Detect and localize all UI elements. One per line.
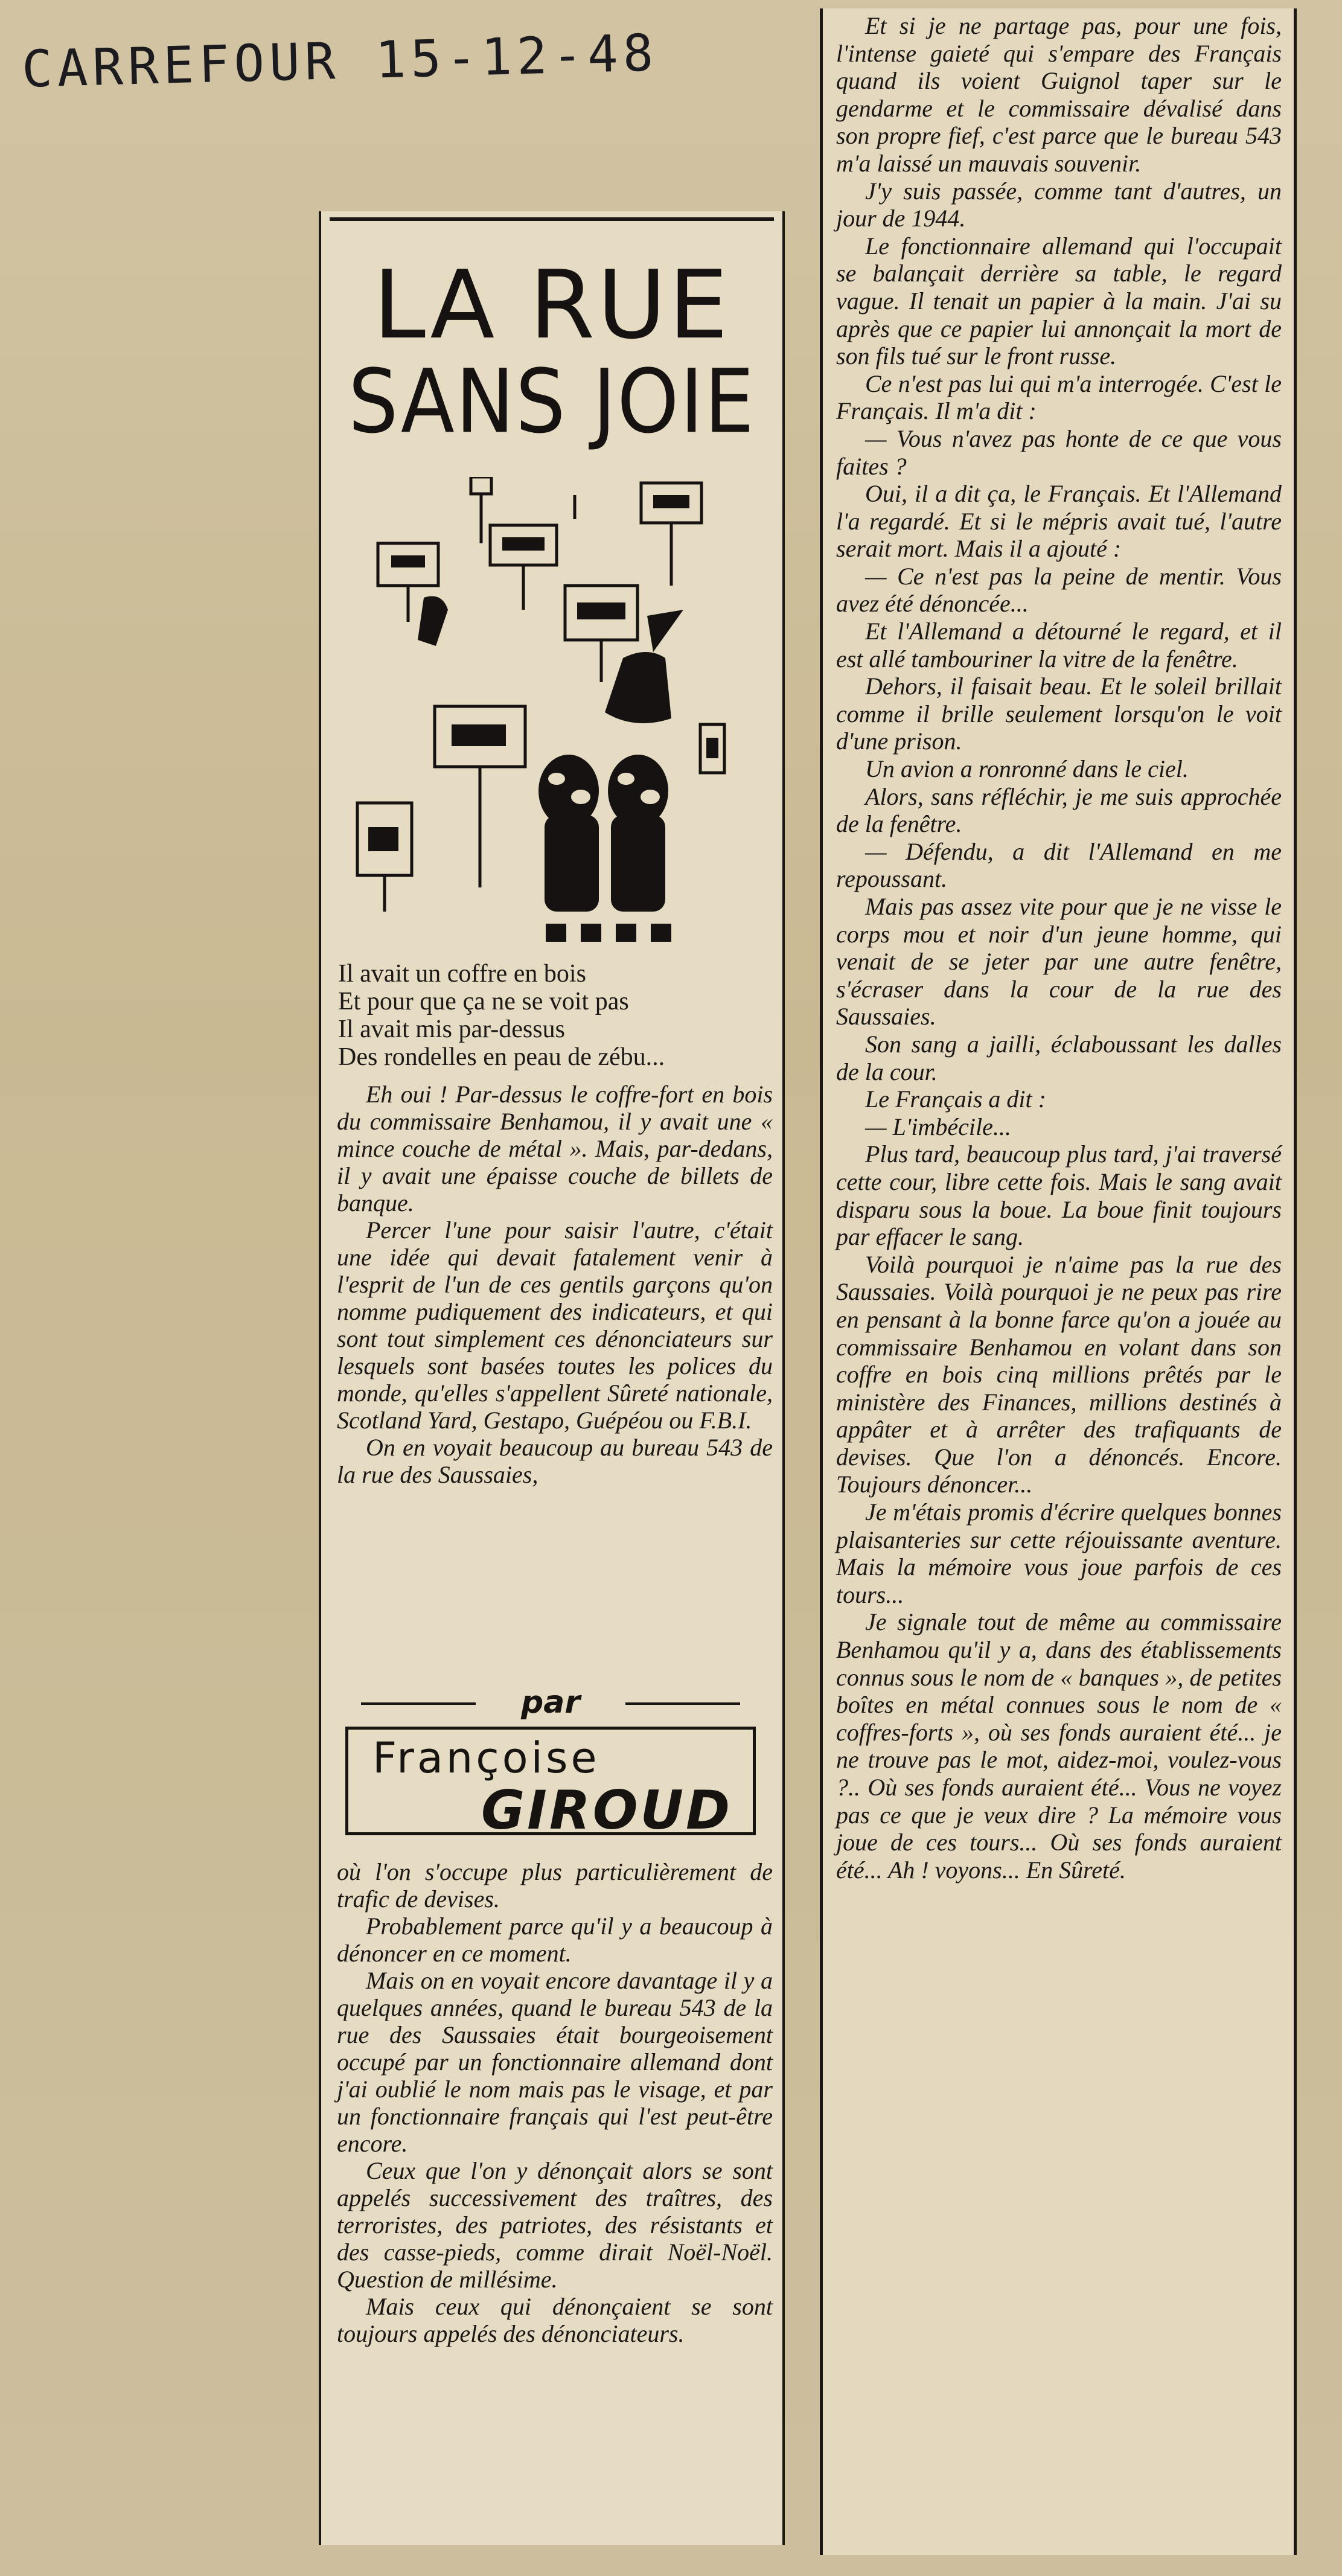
handwritten-date-note: CARREFOUR 15-12-48 [21,23,659,99]
left-clipping [319,211,785,2545]
paragraph: — Vous n'avez pas honte de ce que vous faites ? [836,424,1282,480]
paragraph: — Ce n'est pas la peine de mentir. Vous avez été dénoncée... [836,562,1282,618]
paragraph: Eh oui ! Par-dessus le coffre-fort en bois du commissaire Benhamou, il y avait une « mince couche de métal ». Mais, par-dedans, il y avait une épaisse couche de billets de banque. [337,1081,773,1216]
verse-line: Et pour que ça ne se voit pas [338,988,629,1015]
article-column-left-bottom [337,1858,773,2347]
author-last-name: GIROUD [481,1779,732,1841]
verse [338,960,773,1071]
paragraph: Mais pas assez vite pour que je ne visse le corps mou et noir d'un jeune homme, qui venait de se jeter par une autre fenêtre, s'écraser dans la cour de la rue des Saussaies. [836,893,1282,1031]
paragraph: où l'on s'occupe plus particulièrement de trafic de devises. [337,1858,773,1913]
paragraph: Dehors, il faisait beau. Et le soleil brillait comme il brille seulement lorsqu'on le voit d'une prison. [836,673,1282,755]
headline [321,250,782,453]
right-clipping [820,8,1297,2555]
paragraph: Je signale tout de même au commissaire Benhamou qu'il y a, dans des établissements connus sous le nom de « banques », de petites boîtes en métal connues sous le nom de « coffres-forts », où ses fonds auraient été... je ne trouve pas le mot, aidez-moi, voulez-vous ?.. Où ses fonds auraient été... Vous ne voyez pas ce que je veux dire ? La mémoire vous joue de ces tours... Où ses fonds auraient été... Ah ! voyons... En Sûreté. [836,1608,1282,1884]
verse-line: Des rondelles en peau de zébu... [338,1043,665,1071]
paragraph: Le fonctionnaire allemand qui l'occupait se balançait derrière sa table, le regard vague. Il tenait un papier à la main. J'ai su après que ce papier lui annonçait la mort de son fils tué sur le front russe. [836,232,1282,370]
paragraph: Mais ceux qui dénonçaient se sont toujours appelés des dénonciateurs. [337,2293,773,2347]
paragraph: Et si je ne partage pas, pour une fois, l'intense gaieté qui s'empare des Français quand ils voient Guignol taper sur le gendarme et le commissaire dévalisé dans son propre fief, c'est parce que le bureau 543 m'a laissé un mauvais souvenir. [836,12,1282,177]
paragraph: Ceux que l'on y dénonçait alors se sont appelés successivement des traîtres, des terroristes, des patriotes, des résistants et des casse-pieds, comme dirait Noël-Noël. Question de millésime. [337,2157,773,2293]
byline [339,1684,762,1846]
paragraph: Percer l'une pour saisir l'autre, c'était une idée qui devait fatalement venir à l'esprit de l'un de ces gentils garçons qu'on nomme pudiquement des indicateurs, et qui sont tout simplement ces dénonciateurs sur lesquels sont basées toutes les polices du monde, qu'elles s'appellent Sûreté nationale, Scotland Yard, Gestapo, Guépéou ou F.B.I. [337,1216,773,1434]
headline-line-2: SANS JOIE [348,350,756,453]
paragraph: Le Français a dit : [865,1085,1046,1113]
headline-line-1: LA RUE [373,250,730,360]
paragraph: Oui, il a dit ça, le Français. Et l'Allemand l'a regardé. Et si le mépris avait tué, l'autre serait mort. Mais il a ajouté : [836,480,1282,563]
author-first-name: Françoise [372,1733,600,1783]
paragraph: On en voyait beaucoup au bureau 543 de la rue des Saussaies, [337,1434,773,1488]
paragraph: Voilà pourquoi je n'aime pas la rue des Saussaies. Voilà pourquoi je ne peux pas rire en pensant à la bonne farce qu'on a jouée au commissaire Benhamou en volant dans son coffre en bois cinq millions prêtés par le ministère des Finances, millions destinés à appâter et à arrêter des trafiquants de devises. Que l'on a dénoncés. Encore. Toujours dénoncer... [836,1250,1282,1498]
cartoon-illustration [333,477,768,972]
top-rule [330,217,774,221]
byline-box [345,1727,756,1841]
article-column-left-top [337,1081,773,1488]
paragraph: Son sang a jailli, éclaboussant les dalles de la cour. [836,1030,1282,1085]
paragraph: Et l'Allemand a détourné le regard, et il est allé tambouriner la vitre de la fenêtre. [836,618,1282,673]
article-column-right [836,12,1282,1884]
paragraph: Un avion a ronronné dans le ciel. [865,755,1189,783]
verse-line: Il avait mis par-dessus [338,1015,565,1043]
paragraph: — Défendu, a dit l'Allemand en me repoussant. [836,837,1282,893]
paragraph: Plus tard, beaucoup plus tard, j'ai traversé cette cour, libre cette fois. Mais le sang avait disparu sous la boue. La boue finit toujours par effacer le sang. [836,1140,1282,1251]
paragraph: Ce n'est pas lui qui m'a interrogée. C'est le Français. Il m'a dit : [836,369,1282,425]
paragraph: Je m'étais promis d'écrire quelques bonnes plaisanteries sur cette réjouissante aventure. Mais la mémoire vous joue parfois de ces tours... [836,1498,1282,1608]
paragraph: — L'imbécile... [865,1113,1011,1140]
paragraph: Alors, sans réfléchir, je me suis approchée de la fenêtre. [836,782,1282,838]
paragraph: Probablement parce qu'il y a beaucoup à dénoncer en ce moment. [337,1913,773,1967]
paragraph: J'y suis passée, comme tant d'autres, un jour de 1944. [836,177,1282,232]
byline-par: par [339,1684,762,1721]
paragraph: Mais on en voyait encore davantage il y a quelques années, quand le bureau 543 de la rue des Saussaies était bourgeoisement occupé par un fonctionnaire allemand dont j'ai oublié le nom mais pas le visage, et par un fonctionnaire français qui l'est peut-être encore. [337,1967,773,2157]
verse-line: Il avait un coffre en bois [338,960,586,988]
